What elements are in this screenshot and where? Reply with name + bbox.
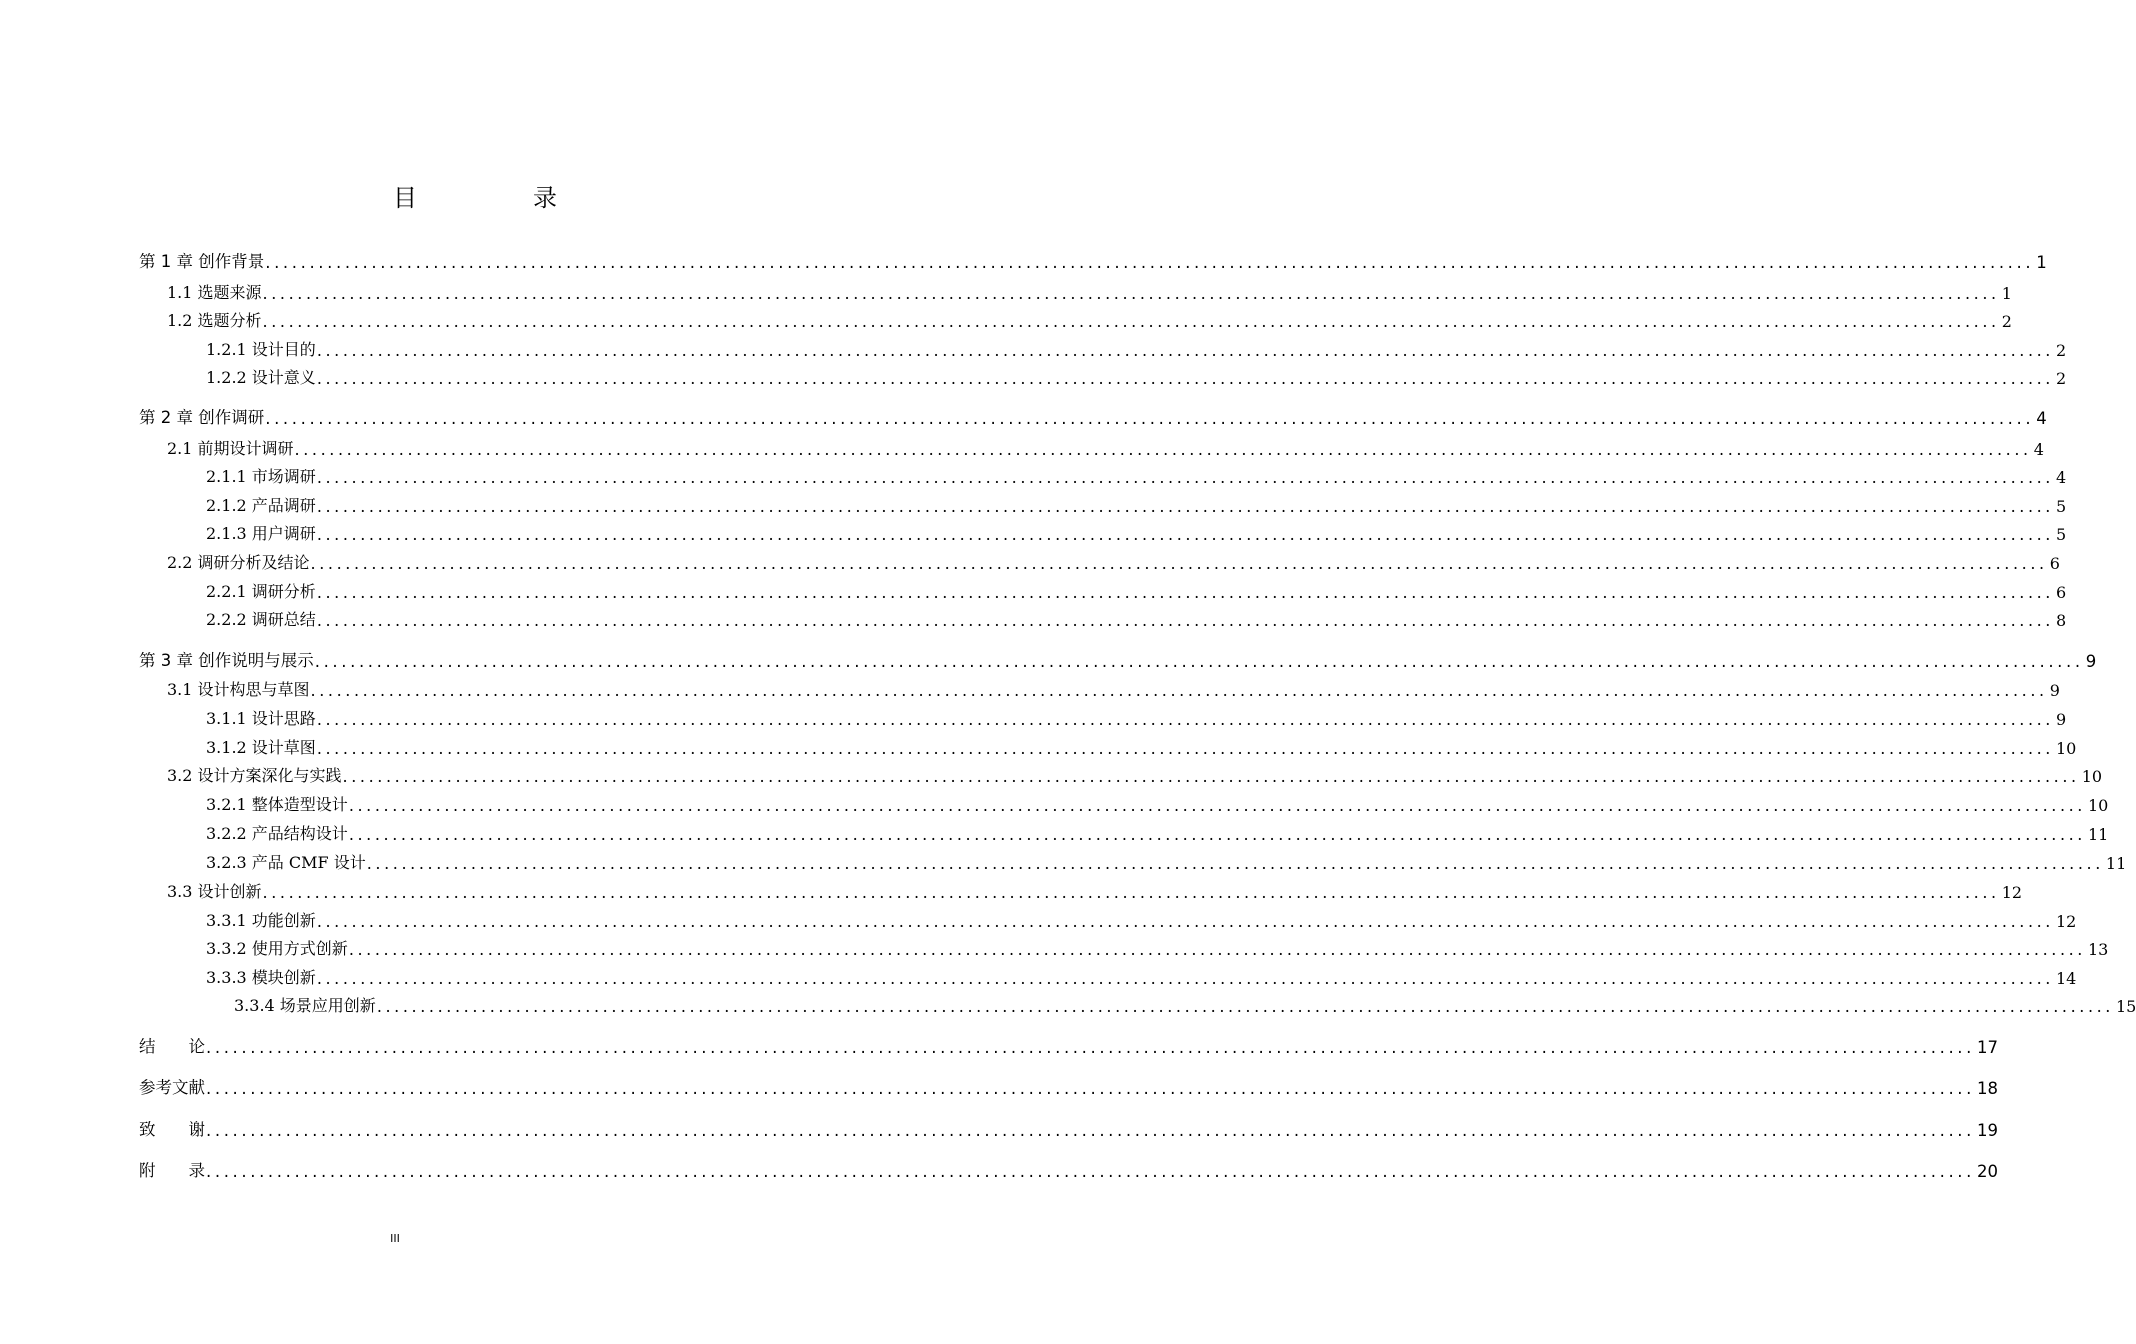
toc-leader-dots: ........................................................................................................................................................................................................ (316, 468, 2054, 487)
toc-entry-page: 18 (1976, 1079, 1998, 1098)
toc-leader-dots: ........................................................................................................................................................................................................ (366, 854, 2104, 873)
toc-entry-page: 5 (2056, 497, 2067, 516)
toc-entry[interactable] (206, 336, 2067, 360)
toc-entry[interactable] (139, 404, 2047, 428)
toc-title: 目 录 (393, 184, 603, 212)
toc-leader-dots: ........................................................................................................................................................................................................ (262, 883, 2000, 902)
toc-leader-dots: ........................................................................................................................................................................................................ (310, 681, 2048, 700)
toc-leader-dots: ........................................................................................................................................................................................................ (316, 341, 2054, 360)
toc-entry[interactable] (234, 992, 2136, 1016)
toc-entry-page: 9 (2085, 652, 2097, 671)
toc-entry-page: 1 (2036, 253, 2047, 272)
toc-entry[interactable] (206, 578, 2067, 602)
toc-entry-page: 12 (2056, 912, 2077, 931)
toc-entry-page: 12 (2001, 883, 2023, 902)
toc-leader-dots: ........................................................................................................................................................................................................ (294, 440, 2032, 459)
toc-entry-label: 结 论 (139, 1037, 205, 1056)
toc-entry-label: 3.2.2 产品结构设计 (206, 824, 348, 843)
toc-entry-label: 2.2 调研分析及结论 (167, 553, 310, 572)
toc-entry[interactable] (206, 492, 2067, 516)
toc-entry-label: 附 录 (139, 1161, 205, 1180)
toc-leader-dots: ........................................................................................................................................................................................................ (316, 583, 2054, 602)
toc-entry[interactable] (167, 549, 2060, 573)
toc-entry-label: 1.2.2 设计意义 (206, 368, 316, 387)
toc-entry[interactable] (206, 907, 2077, 931)
toc-entry[interactable] (139, 1116, 1998, 1140)
page-number: III (390, 1232, 400, 1245)
toc-entry-page: 4 (2056, 468, 2067, 487)
toc-leader-dots: ........................................................................................................................................................................................................ (262, 312, 2000, 331)
toc-entry[interactable] (167, 878, 2023, 902)
toc-entry-page: 9 (2056, 710, 2067, 729)
toc-entry[interactable] (206, 935, 2109, 959)
toc-entry-label: 2.1.3 用户调研 (206, 524, 316, 543)
toc-entry[interactable] (206, 849, 2127, 873)
toc-entry-page: 14 (2056, 969, 2077, 988)
toc-entry[interactable] (206, 463, 2067, 487)
toc-entry-label: 2.1.1 市场调研 (206, 467, 316, 486)
toc-leader-dots: ........................................................................................................................................................................................................ (316, 525, 2054, 544)
toc-leader-dots: ........................................................................................................................................................................................................ (206, 1162, 1975, 1181)
toc-entry-label: 3.2.3 产品 CMF 设计 (206, 853, 366, 872)
toc-leader-dots: ........................................................................................................................................................................................................ (316, 710, 2054, 729)
toc-entry-page: 2 (2056, 369, 2067, 388)
toc-entry[interactable] (139, 1074, 1998, 1098)
toc-leader-dots: ........................................................................................................................................................................................................ (342, 767, 2080, 786)
toc-leader-dots: ........................................................................................................................................................................................................ (262, 284, 2000, 303)
toc-leader-dots: ........................................................................................................................................................................................................ (314, 652, 2084, 671)
toc-leader-dots: ........................................................................................................................................................................................................ (206, 1038, 1975, 1057)
toc-entry-label: 3.3 设计创新 (167, 882, 262, 901)
toc-entry-page: 9 (2049, 681, 2060, 700)
toc-entry-page: 4 (2036, 409, 2047, 428)
toc-entry[interactable] (167, 307, 2012, 331)
toc-leader-dots: ........................................................................................................................................................................................................ (316, 369, 2054, 388)
toc-entry-page: 6 (2056, 583, 2067, 602)
toc-entry-page: 2 (2001, 312, 2012, 331)
toc-entry[interactable] (167, 676, 2060, 700)
toc-entry-page: 13 (2088, 940, 2109, 959)
toc-entry-label: 2.2.1 调研分析 (206, 582, 316, 601)
toc-leader-dots: ........................................................................................................................................................................................................ (310, 554, 2048, 573)
toc-entry-label: 3.3.2 使用方式创新 (206, 939, 348, 958)
toc-entry-page: 15 (2116, 997, 2136, 1016)
toc-entry-label: 参考文献 (139, 1078, 205, 1097)
toc-leader-dots: ........................................................................................................................................................................................................ (206, 1079, 1975, 1098)
toc-entry[interactable] (139, 647, 2097, 671)
toc-entry-page: 1 (2001, 284, 2012, 303)
toc-entry[interactable] (206, 520, 2067, 544)
toc-entry-page: 2 (2056, 341, 2067, 360)
toc-entry[interactable] (206, 606, 2067, 630)
toc-entry-label: 3.3.3 模块创新 (206, 968, 316, 987)
toc-entry-label: 3.3.4 场景应用创新 (234, 996, 376, 1015)
toc-entry-page: 4 (2033, 440, 2044, 459)
toc-entry-page: 11 (2088, 825, 2109, 844)
toc-entry[interactable] (206, 964, 2077, 988)
toc-leader-dots: ........................................................................................................................................................................................................ (316, 912, 2054, 931)
toc-leader-dots: ........................................................................................................................................................................................................ (316, 497, 2054, 516)
toc-leader-dots: ........................................................................................................................................................................................................ (316, 969, 2054, 988)
toc-entry-label: 2.1 前期设计调研 (167, 439, 294, 458)
toc-entry-label: 3.1.2 设计草图 (206, 738, 316, 757)
toc-entry[interactable] (139, 1157, 1998, 1181)
toc-entry-label: 第 1 章 创作背景 (139, 252, 265, 271)
toc-entry[interactable] (206, 791, 2109, 815)
toc-leader-dots: ........................................................................................................................................................................................................ (206, 1121, 1975, 1140)
toc-leader-dots: ........................................................................................................................................................................................................ (348, 940, 2086, 959)
toc-entry[interactable] (206, 734, 2077, 758)
toc-leader-dots: ........................................................................................................................................................................................................ (348, 825, 2086, 844)
toc-entry-label: 第 2 章 创作调研 (139, 408, 265, 427)
toc-entry-page: 8 (2056, 611, 2067, 630)
toc-entry-label: 第 3 章 创作说明与展示 (139, 651, 314, 670)
toc-entry-page: 10 (2088, 796, 2109, 815)
toc-entry[interactable] (139, 1033, 1998, 1057)
toc-entry-page: 20 (1976, 1162, 1998, 1181)
toc-entry[interactable] (139, 248, 2047, 272)
toc-entry-page: 11 (2105, 854, 2127, 873)
toc-entry-label: 致 谢 (139, 1120, 205, 1139)
toc-leader-dots: ........................................................................................................................................................................................................ (348, 796, 2086, 815)
toc-leader-dots: ........................................................................................................................................................................................................ (316, 739, 2054, 758)
toc-entry-label: 3.1.1 设计思路 (206, 709, 316, 728)
toc-entry-label: 3.2 设计方案深化与实践 (167, 766, 342, 785)
toc-entry-label: 1.1 选题来源 (167, 283, 262, 302)
toc-leader-dots: ........................................................................................................................................................................................................ (265, 253, 2035, 272)
toc-entry-page: 5 (2056, 525, 2067, 544)
toc-entry-label: 1.2 选题分析 (167, 311, 262, 330)
toc-entry-label: 3.1 设计构思与草图 (167, 680, 310, 699)
toc-entry[interactable] (167, 279, 2012, 303)
toc-entry-page: 10 (2081, 767, 2103, 786)
toc-entry-page: 10 (2056, 739, 2077, 758)
toc-entry[interactable] (167, 762, 2103, 786)
toc-entry[interactable] (206, 705, 2067, 729)
toc-entry-page: 6 (2049, 554, 2060, 573)
toc-leader-dots: ........................................................................................................................................................................................................ (316, 611, 2054, 630)
toc-entry[interactable] (167, 435, 2044, 459)
toc-entry-label: 2.1.2 产品调研 (206, 496, 316, 515)
toc-entry[interactable] (206, 820, 2109, 844)
toc-entry-label: 3.3.1 功能创新 (206, 911, 316, 930)
toc-entry-page: 19 (1976, 1121, 1998, 1140)
toc-entry-page: 17 (1976, 1038, 1998, 1057)
toc-entry-label: 2.2.2 调研总结 (206, 610, 316, 629)
toc-leader-dots: ........................................................................................................................................................................................................ (265, 409, 2035, 428)
toc-entry-label: 3.2.1 整体造型设计 (206, 795, 348, 814)
toc-entry[interactable] (206, 364, 2067, 388)
toc-leader-dots: ........................................................................................................................................................................................................ (376, 997, 2114, 1016)
toc-entry-label: 1.2.1 设计目的 (206, 340, 316, 359)
